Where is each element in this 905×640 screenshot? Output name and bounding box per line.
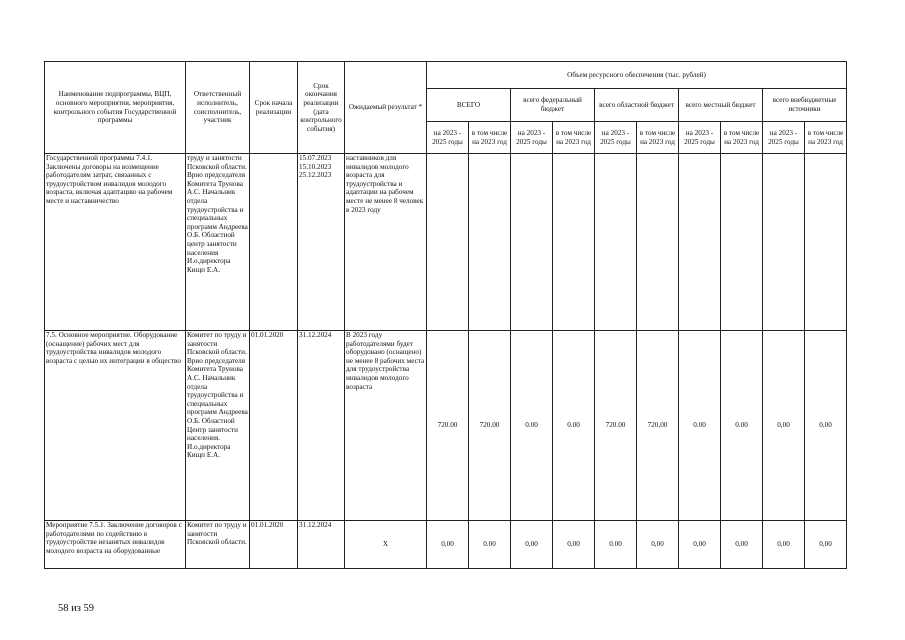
header-result: Ожидаемый результат * <box>345 62 427 154</box>
value-cell <box>511 154 553 331</box>
value-cell: 0.00 <box>469 521 511 569</box>
header-sub-period: на 2023 - 2025 годы <box>511 122 553 154</box>
header-group-regional: всего областной бюджет <box>595 89 679 122</box>
value-cell: 720,00 <box>637 331 679 521</box>
header-sub-period: на 2023 - 2025 годы <box>427 122 469 154</box>
table-row <box>45 521 847 569</box>
value-cell: 0,00 <box>805 521 847 569</box>
header-sub-year: в том числе на 2023 год <box>553 122 595 154</box>
value-cell <box>469 154 511 331</box>
value-cell: 0.00 <box>595 521 637 569</box>
header-group-total: ВСЕГО <box>427 89 511 122</box>
value-cell <box>595 154 637 331</box>
row-name: 7.5. Основное мероприятие. Оборудование (оснащение) рабочих мест для трудоустройства инвалидов молодого возраста с целью их интеграции в общество <box>45 331 186 521</box>
value-cell <box>427 154 469 331</box>
row-end: 15.07.2023 15.10.2023 25.12.2023 <box>298 154 345 331</box>
value-cell: 0.00 <box>511 331 553 521</box>
row-result: X <box>345 521 427 569</box>
header-sub-year: в том числе на 2023 год <box>721 122 763 154</box>
header-sub-year: в том числе на 2023 год <box>805 122 847 154</box>
value-cell <box>763 154 805 331</box>
value-cell: 0,00 <box>679 521 721 569</box>
header-group-offbudget: всего внебюджетные источники <box>763 89 847 122</box>
row-start: 01.01.2020 <box>250 331 298 521</box>
header-name: Наименование подпрограммы, ВЦП, основного мероприятия, мероприятия, контрольного события Государственной программы <box>45 62 186 154</box>
value-cell <box>553 154 595 331</box>
row-executor: Комитет по труду и занятости Псковской области. <box>186 521 250 569</box>
header-group-federal: всего федеральный бюджет <box>511 89 595 122</box>
value-cell: 0,00 <box>763 521 805 569</box>
value-cell: 720.00 <box>427 331 469 521</box>
value-cell <box>805 154 847 331</box>
row-result: В 2023 году работодателями будет оборудовано (оснащено) не менее 8 рабочих места для трудоустройства инвалидов молодого возраста <box>345 331 427 521</box>
row-executor: Комитет по труду и занятости Псковской области. Врио председателя Комитета Трунова А.С. Начальник отдела трудоустройства и специальных программ Андреева О.Б. Областной Центр занятости населения. И.о.директора Кищп Е.А. <box>186 331 250 521</box>
header-sub-period: на 2023 - 2025 годы <box>679 122 721 154</box>
header-sub-year: в том числе на 2023 год <box>469 122 511 154</box>
header-sub-year: в том числе на 2023 год <box>637 122 679 154</box>
row-name: Государственной программы 7.4.1. Заключены договоры на возмещение работодателям затрат, связанных с трудоустройством инвалидов молодого возраста, включая адаптацию на рабочем месте и наставничество <box>45 154 186 331</box>
header-resources: Объем ресурсного обеспечения (тыс. рублей) <box>427 62 847 89</box>
value-cell: 0.00 <box>721 331 763 521</box>
value-cell: 0,00 <box>637 521 679 569</box>
value-cell <box>637 154 679 331</box>
header-group-local: всего местный бюджет <box>679 89 763 122</box>
page-number: 58 из 59 <box>58 603 95 614</box>
row-end: 31.12.2024 <box>298 331 345 521</box>
value-cell: 0.00 <box>553 331 595 521</box>
row-executor: труду и занятости Псковской области. Врио председателя Комитета Трунова А.С. Начальник отдела трудоустройства и специальных программ Андреева О.Б. Областной центр занятости населения И.о.директора Кищп Е.А. <box>186 154 250 331</box>
resource-table <box>44 61 847 569</box>
table-row <box>45 154 847 331</box>
value-cell: 0,00 <box>805 331 847 521</box>
value-cell: 720.00 <box>595 331 637 521</box>
table-row <box>45 331 847 521</box>
value-cell <box>679 154 721 331</box>
row-result: наставников для инвалидов молодого возраста для трудоустройства и адаптации на рабочем месте не менее 8 человек в 2023 году <box>345 154 427 331</box>
header-sub-period: на 2023 - 2025 годы <box>763 122 805 154</box>
header-row-1 <box>45 62 847 89</box>
value-cell: 0,00 <box>511 521 553 569</box>
value-cell: 0,00 <box>763 331 805 521</box>
value-cell: 0,00 <box>721 521 763 569</box>
row-name: Мероприятие 7.5.1. Заключение договоров с работодателями по содействию в трудоустройстве незанятых инвалидов молодого возраста на оборудованные <box>45 521 186 569</box>
header-executor: Ответственный исполнитель, соисполнитель, участник <box>186 62 250 154</box>
value-cell <box>721 154 763 331</box>
header-start: Срок начала реализации <box>250 62 298 154</box>
row-start: 01.01.2020 <box>250 521 298 569</box>
header-end: Срок окончания реализации (дата контрольного события) <box>298 62 345 154</box>
value-cell: 0.00 <box>679 331 721 521</box>
header-sub-period: на 2023 - 2025 годы <box>595 122 637 154</box>
row-end: 31.12.2024 <box>298 521 345 569</box>
row-start <box>250 154 298 331</box>
value-cell: 0,00 <box>553 521 595 569</box>
value-cell: 720.00 <box>469 331 511 521</box>
value-cell: 0,00 <box>427 521 469 569</box>
